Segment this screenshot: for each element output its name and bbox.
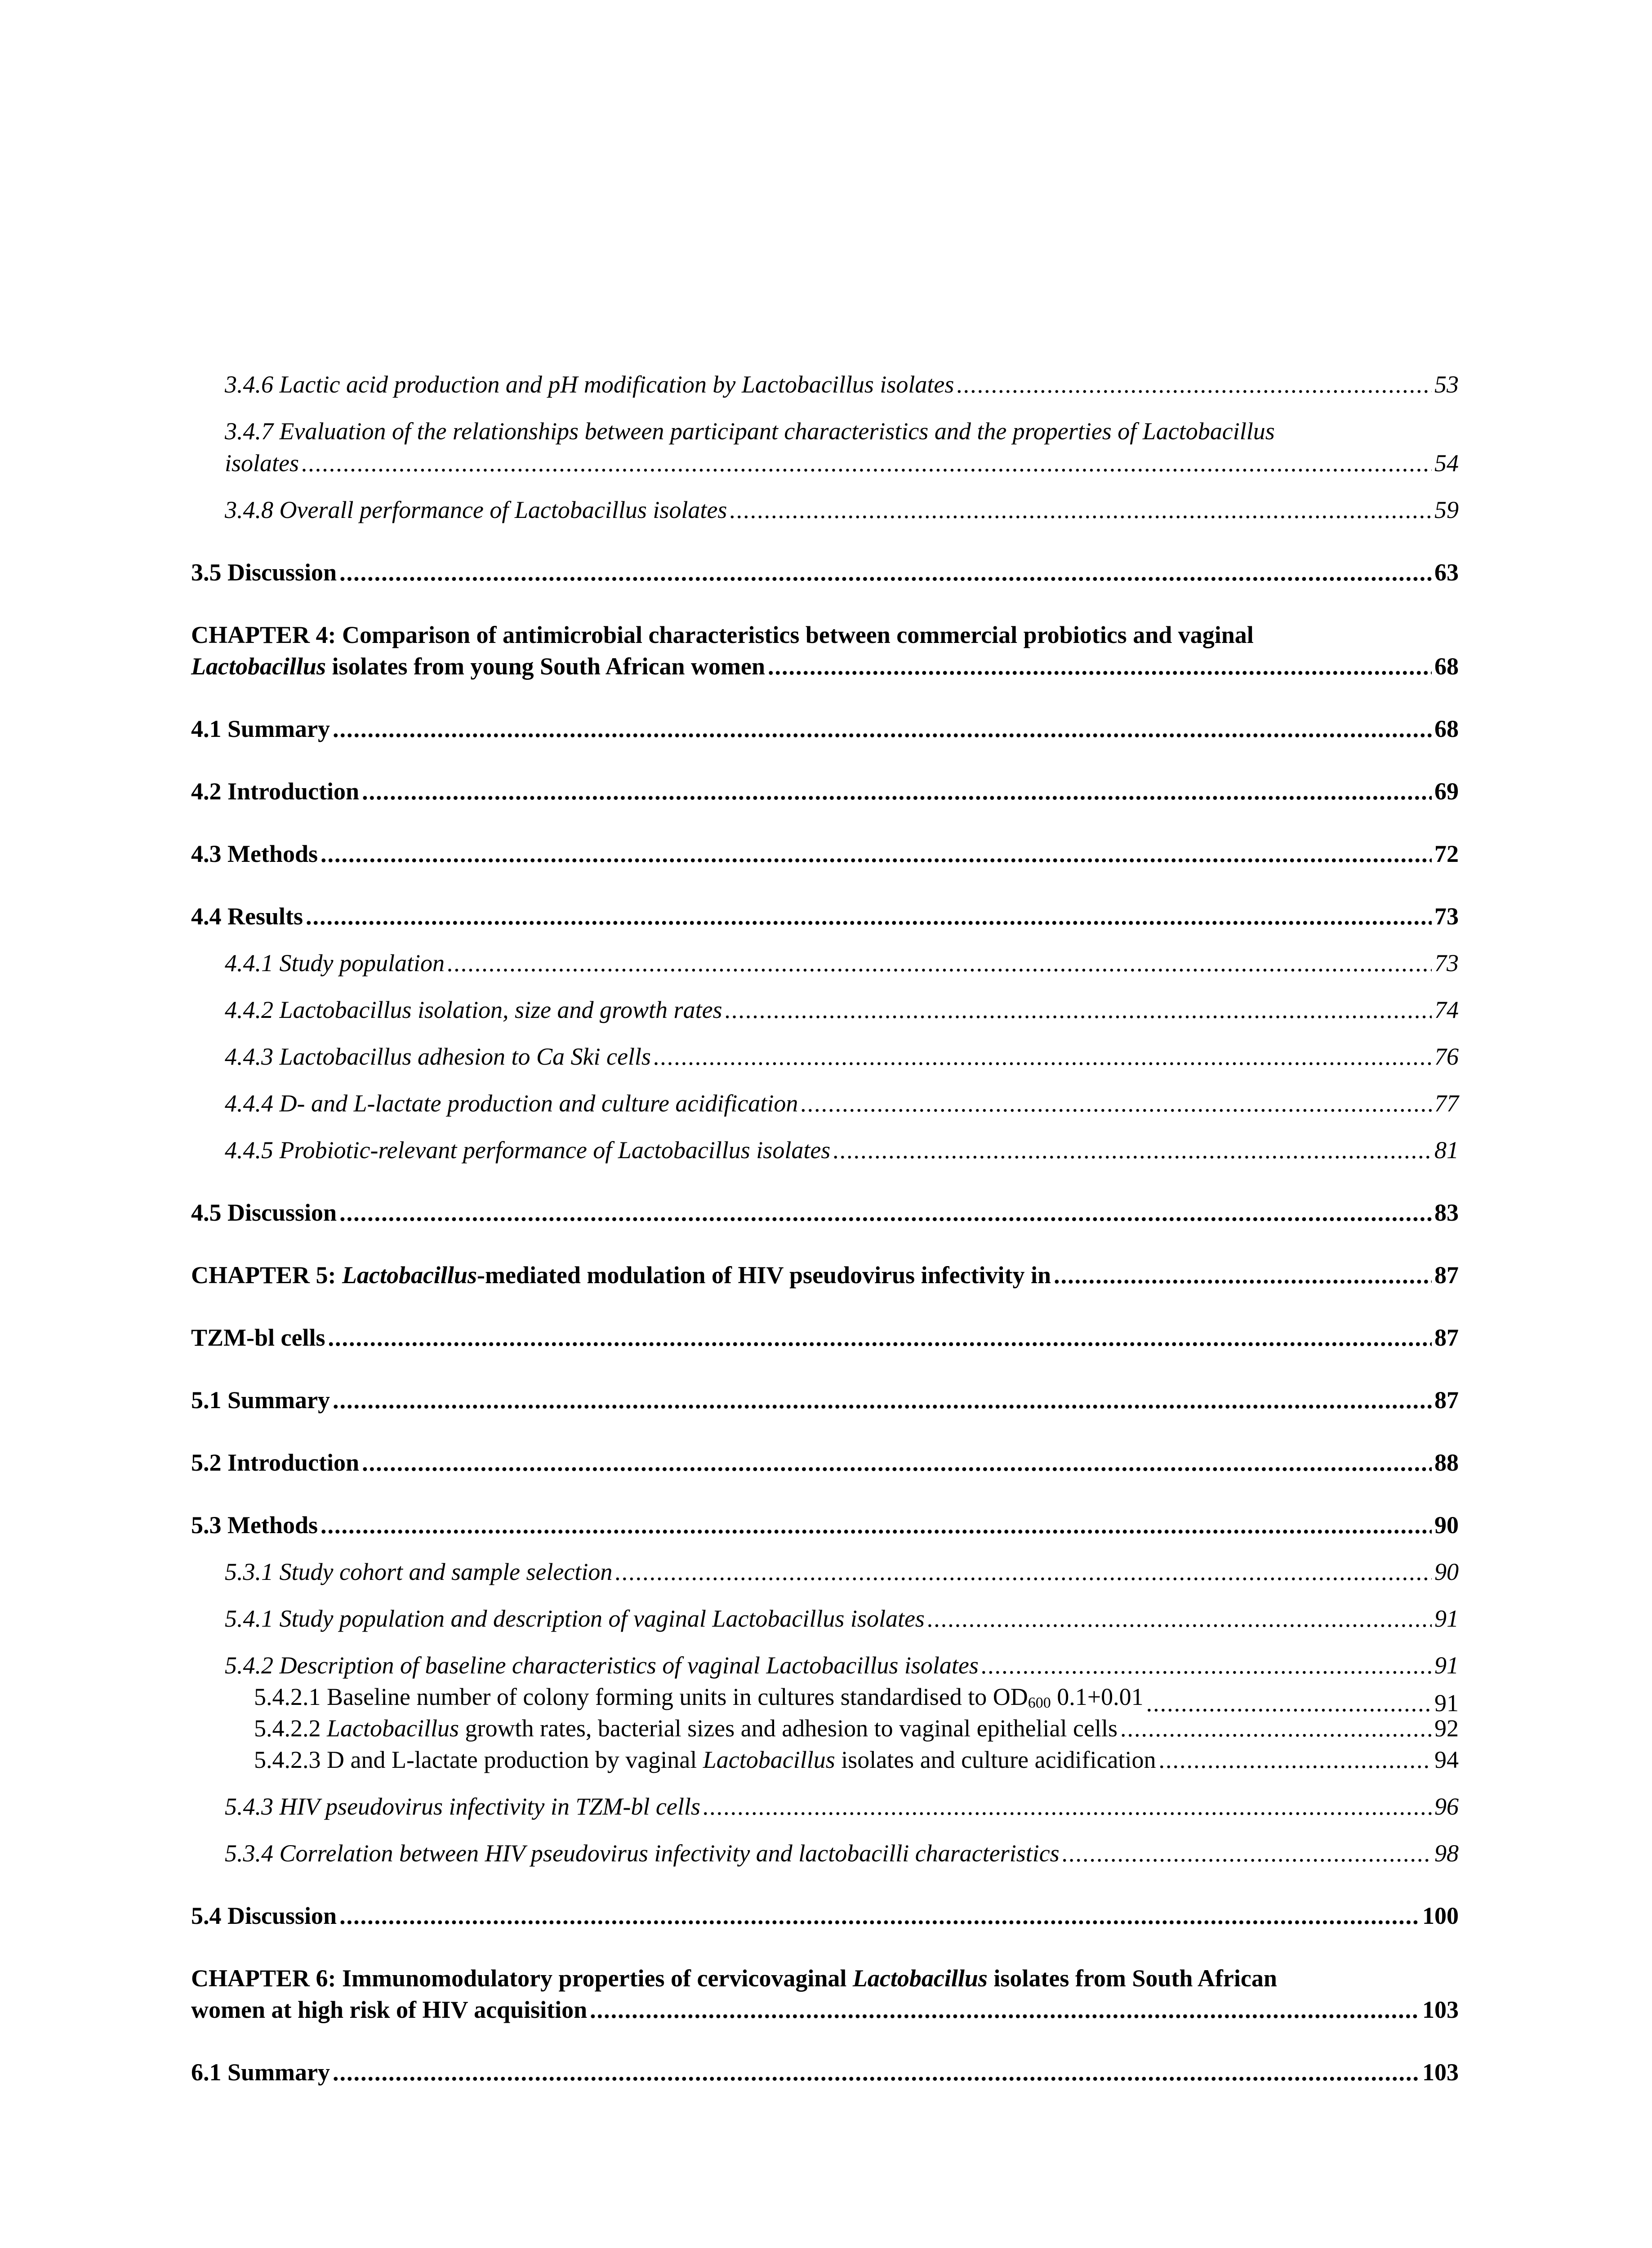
dot-leader [328,1322,1432,1353]
toc-entry-5-4-1[interactable] [225,1603,1459,1634]
toc-entry-4-1[interactable] [191,713,1459,745]
toc-chapter-6-line1 [191,1963,1459,1994]
dot-leader [362,1447,1432,1478]
dot-leader [339,1900,1420,1931]
dot-leader [957,369,1432,400]
dot-leader [981,1650,1432,1681]
toc-page-number: 53 [1434,371,1459,398]
toc-entry-title: 5.4.1 Study population and description of vaginal Lactobacillus isolates [225,1605,925,1632]
toc-entry-title: 4.4.2 Lactobacillus isolation, size and growth rates [225,996,722,1023]
toc-page-number: 90 [1434,1558,1459,1585]
dot-leader [1158,1744,1432,1775]
toc-entry-4-5[interactable] [191,1197,1459,1228]
toc-entry-title: TZM-bl cells [191,1324,325,1351]
species-name: Lactobacillus [327,1715,459,1742]
toc-chapter-4-line1: CHAPTER 4: Comparison of antimicrobial characteristics between commercial probiotics and vaginal [191,621,1254,648]
chapter-title-rest: isolates from South African [987,1965,1277,1992]
toc-chapter-4[interactable] [191,651,1459,682]
toc-entry-5-3[interactable] [191,1509,1459,1541]
toc-page-number: 88 [1434,1449,1459,1476]
toc-entry-title-end: 0.1+0.01 [1051,1683,1144,1710]
toc-entry-title: 4.4 Results [191,903,303,930]
toc-entry-4-4-2[interactable] [225,994,1459,1026]
toc-page-number: 68 [1434,653,1459,680]
dot-leader [333,2056,1420,2088]
dot-leader [725,994,1432,1026]
toc-entry-title: 4.4.4 D- and L-lactate production and culture acidification [225,1090,798,1117]
toc-page-number: 73 [1434,950,1459,977]
toc-entry-title-rest: isolates and culture acidification [835,1746,1156,1773]
dot-leader [654,1041,1432,1072]
toc-page-number: 68 [1434,715,1459,742]
toc-entry-title: 5.2 Introduction [191,1449,360,1476]
toc-entry-title: 5.4.3 HIV pseudovirus infectivity in TZM-bl cells [225,1793,700,1820]
toc-page-number: 94 [1434,1746,1459,1773]
dot-leader [927,1603,1432,1634]
toc-entry-title: 3.5 Discussion [191,559,337,586]
dot-leader [321,838,1432,870]
toc-page-number: 91 [1434,1690,1459,1717]
toc-entry-title: isolates [225,450,299,477]
toc-entry-4-4-1[interactable] [225,947,1459,979]
dot-leader [339,557,1432,588]
dot-leader [306,901,1432,932]
toc-entry-title: 4.4.1 Study population [225,950,445,977]
toc-page-number: 63 [1434,559,1459,586]
toc-entry-title: 6.1 Summary [191,2059,330,2086]
toc-entry-5-4[interactable] [191,1900,1459,1931]
toc-page-number: 96 [1434,1793,1459,1820]
toc-entry-4-4-5[interactable] [225,1134,1459,1166]
toc-entry-title [191,651,765,682]
toc-entry-title [191,1259,1051,1291]
toc-page-number: 100 [1422,1902,1459,1929]
dot-leader [801,1088,1432,1119]
dot-leader [590,1994,1420,2025]
toc-page-number: 74 [1434,996,1459,1023]
dot-leader [1054,1259,1432,1291]
toc-entry-3-4-6[interactable] [225,369,1459,400]
toc-entry-title: 3.4.6 Lactic acid production and pH modification by Lactobacillus isolates [225,371,954,398]
species-name: Lactobacillus [703,1746,835,1773]
toc-entry-title: 5.4.2 Description of baseline characteristics of vaginal Lactobacillus isolates [225,1652,979,1679]
toc-page-number: 59 [1434,496,1459,523]
toc-entry-title: 3.4.8 Overall performance of Lactobacillus isolates [225,496,727,523]
toc-entry-title: 4.3 Methods [191,840,318,867]
toc-page-number: 91 [1434,1652,1459,1679]
dot-leader [615,1556,1432,1588]
toc-entry-title-rest: -mediated modulation of HIV pseudovirus infectivity in [476,1262,1051,1289]
dot-leader [333,713,1432,745]
dot-leader [362,776,1432,807]
toc-entry-title: 5.4 Discussion [191,1902,337,1929]
toc-chapter-6[interactable] [191,1994,1459,2025]
toc-entry-title: 5.3 Methods [191,1512,318,1539]
toc-entry-3-4-7[interactable] [225,447,1459,479]
dot-leader [1062,1838,1432,1869]
toc-entry-title: 5.3.4 Correlation between HIV pseudovirus infectivity and lactobacilli characteristics [225,1840,1060,1867]
toc-page-number: 83 [1434,1199,1459,1226]
toc-entry-number: 5.4.2.2 [254,1715,327,1742]
chapter-title-start: CHAPTER 6: Immunomodulatory properties of cervicovaginal [191,1965,853,1992]
toc-entry-3-4-8[interactable] [225,494,1459,526]
toc-entry-4-4[interactable] [191,901,1459,932]
toc-entry-tzm-bl[interactable] [191,1322,1459,1353]
toc-entry-number: 5.4.2.3 D and L-lactate production by vaginal [254,1746,703,1773]
dot-leader [321,1509,1432,1541]
toc-page-number: 90 [1434,1512,1459,1539]
toc-page-number: 77 [1434,1090,1459,1117]
dot-leader [768,651,1432,682]
toc-entry-5-2[interactable] [191,1447,1459,1478]
toc-page-number: 98 [1434,1840,1459,1867]
toc-entry-5-1[interactable] [191,1384,1459,1416]
species-name: Lactobacillus [191,653,326,680]
toc-entry-5-3-4[interactable] [225,1838,1459,1869]
toc-page-number: 91 [1434,1605,1459,1632]
toc-entry-title [254,1744,1156,1775]
toc-page-number: 87 [1434,1262,1459,1289]
chapter-prefix: CHAPTER 5: [191,1262,342,1289]
dot-leader [339,1197,1432,1228]
toc-entry-title: 5.3.1 Study cohort and sample selection [225,1558,613,1585]
toc-entry-6-1[interactable] [191,2056,1459,2088]
dot-leader [1120,1713,1432,1744]
toc-entry-title: 4.5 Discussion [191,1199,337,1226]
toc-page-number: 87 [1434,1387,1459,1414]
toc-page-number: 54 [1434,450,1459,477]
toc-page-number: 76 [1434,1043,1459,1070]
toc-entry-title: 4.1 Summary [191,715,330,742]
toc-page-number: 69 [1434,778,1459,805]
toc-entry-5-4-2[interactable] [225,1650,1459,1681]
toc-chapter-5[interactable] [191,1259,1459,1291]
toc-entry-4-4-4[interactable] [225,1088,1459,1119]
toc-entry-3-5[interactable] [191,557,1459,588]
toc-entry-title-rest: isolates from young South African women [325,653,766,680]
toc-entry-5-3-1[interactable] [225,1556,1459,1588]
dot-leader [730,494,1432,526]
toc-entry-5-4-2-3[interactable] [254,1744,1459,1775]
toc-page-number: 87 [1434,1324,1459,1351]
subscript: 600 [1028,1695,1051,1711]
dot-leader [703,1791,1432,1822]
toc-page-number: 73 [1434,903,1459,930]
species-name: Lactobacillus [852,1965,988,1992]
toc-entry-4-4-3[interactable] [225,1041,1459,1072]
toc-entry-3-4-7-line1: 3.4.7 Evaluation of the relationships between participant characteristics and the properties of Lactobacillus [225,418,1275,445]
toc-entry-title: 4.4.5 Probiotic-relevant performance of Lactobacillus isolates [225,1137,831,1164]
toc-page-number: 103 [1422,1996,1459,2023]
toc-page-number: 92 [1434,1715,1459,1742]
dot-leader [833,1134,1432,1166]
toc-page-number: 72 [1434,840,1459,867]
toc-entry-5-4-3[interactable] [225,1791,1459,1822]
toc-entry-title: 5.1 Summary [191,1387,330,1414]
toc-entry-title [254,1713,1118,1744]
toc-entry-title: 4.2 Introduction [191,778,360,805]
toc-entry-5-4-2-2[interactable] [254,1713,1459,1744]
dot-leader [333,1384,1432,1416]
toc-entry-title-rest: growth rates, bacterial sizes and adhesion to vaginal epithelial cells [459,1715,1118,1742]
toc-entry-4-3[interactable] [191,838,1459,870]
toc-page-number: 103 [1422,2059,1459,2086]
dot-leader [302,447,1432,479]
toc-entry-title: 4.4.3 Lactobacillus adhesion to Ca Ski cells [225,1043,651,1070]
toc-entry-title: women at high risk of HIV acquisition [191,1996,588,2023]
toc-entry-4-2[interactable] [191,776,1459,807]
species-name: Lactobacillus [342,1262,477,1289]
toc-entry-title-start: 5.4.2.1 Baseline number of colony forming units in cultures standardised to OD [254,1683,1028,1710]
dot-leader [447,947,1432,979]
toc-page-number: 81 [1434,1137,1459,1164]
